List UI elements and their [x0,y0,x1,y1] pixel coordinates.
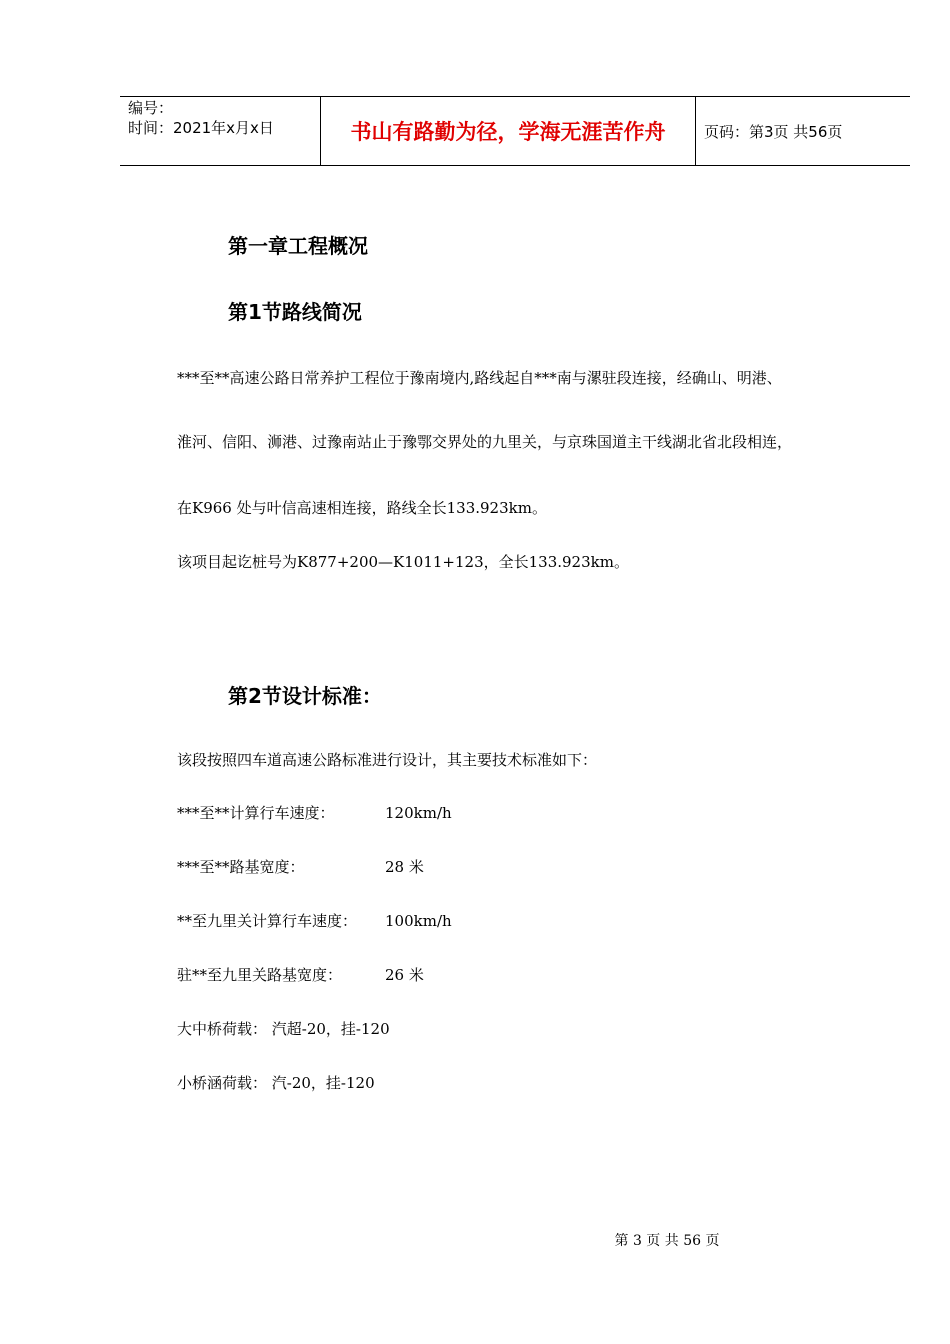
standard-row [177,803,452,823]
standard-value: 26 米 [385,966,424,984]
header-page-cell [696,97,910,165]
load-line-2: 小桥涵荷载： 汽-20，挂-120 [177,1074,375,1092]
standard-label: ***至**路基宽度： [177,858,305,876]
section2-intro: 该段按照四车道高速公路标准进行设计，其主要技术标准如下： [177,751,598,769]
header-page-info: 页码：第3页 共56页 [704,122,843,141]
standard-row [177,911,452,931]
header-motto-cell [320,97,696,165]
standard-label: **至九里关计算行车速度： [177,912,358,930]
section1-line-1: ***至**高速公路日常养护工程位于豫南境内,路线起自***南与漯驻段连接，经确山、明港、 [177,369,782,387]
section1-line-3: 在K966 处与叶信高速相连接，路线全长133.923km。 [177,499,547,517]
standard-label: 驻**至九里关路基宽度： [177,966,343,984]
page-header [120,96,910,166]
section1-line-4: 该项目起讫桩号为K877+200—K1011+123，全长133.923km。 [177,553,629,571]
section1-title: 第1节路线简况 [228,300,362,324]
chapter-title: 第一章工程概况 [228,234,368,258]
section2-title: 第2节设计标准： [228,684,382,708]
standard-row [177,857,424,877]
load-line-1: 大中桥荷载： 汽超-20，挂-120 [177,1020,390,1038]
section1-line-2: 淮河、信阳、浉港、过豫南站止于豫鄂交界处的九里关，与京珠国道主干线湖北省北段相连， [177,433,793,451]
header-time-label: 时间：2021年x月x日 [128,119,274,137]
header-number-label: 编号： [128,99,174,117]
footer-page-number: 第 3 页 共 56 页 [614,1233,720,1249]
standard-row [177,965,424,985]
standard-value: 100km/h [385,912,452,930]
standard-label: ***至**计算行车速度： [177,804,335,822]
header-motto: 书山有路勤为径，学海无涯苦作舟 [350,120,666,144]
standard-value: 28 米 [385,858,424,876]
standard-value: 120km/h [385,804,452,822]
header-meta-cell [120,97,320,165]
page-footer [0,1230,950,1250]
